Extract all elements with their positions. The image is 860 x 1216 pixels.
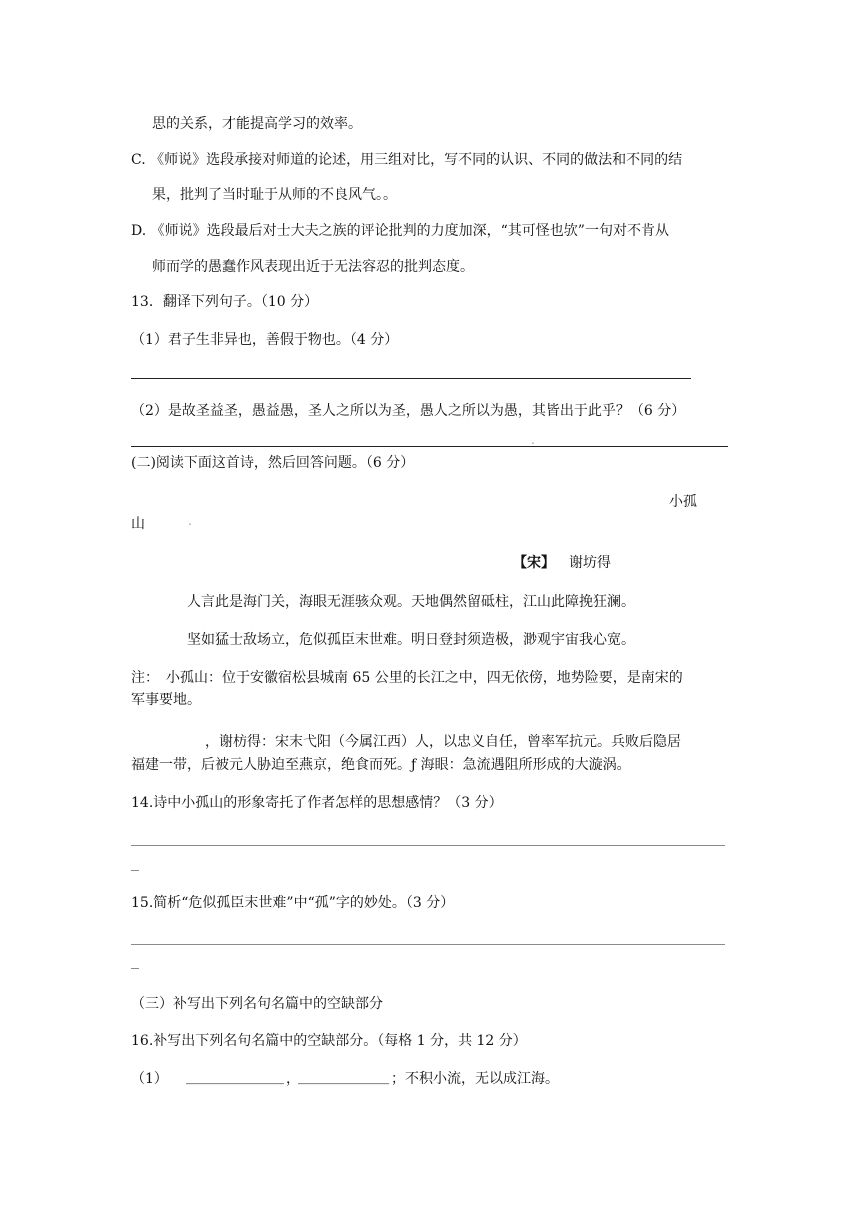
section-2-heading: (二)阅读下面这首诗，然后回答问题。（6 分） bbox=[131, 455, 415, 471]
blank-16-1-b[interactable]: _____________ bbox=[298, 1069, 389, 1085]
answer-line-15[interactable] bbox=[131, 944, 725, 945]
blank-16-1-a[interactable]: ______________ bbox=[186, 1069, 284, 1085]
comma-separator: ， bbox=[286, 1071, 300, 1087]
question-13-1: （1）君子生非异也，善假于物也。（4 分） bbox=[131, 332, 399, 348]
answer-line-14-tail bbox=[131, 870, 139, 871]
note-1-line2: 军事要地。 bbox=[131, 692, 201, 708]
question-13-heading: 13．翻译下列句子。（10 分） bbox=[131, 294, 319, 310]
poem-line-2: 坚如猛士敌场立，危似孤臣末世难。明日登封须造极，渺观宇宙我心宽。 bbox=[187, 632, 635, 648]
poem-title-part1: 小孤 bbox=[669, 494, 697, 510]
poem-dynasty: 【宋】 bbox=[513, 555, 555, 571]
question-13-2: （2）是故圣益圣，愚益愚，圣人之所以为圣，愚人之所以为愚，其皆出于此乎？（6 分） bbox=[131, 403, 686, 419]
section-3-heading: （三）补写出下列名句名篇中的空缺部分 bbox=[131, 996, 383, 1012]
option-d-line2: 师而学的愚蠢作风表现出近于无法容忍的批判态度。 bbox=[152, 259, 474, 275]
answer-line-13-2[interactable] bbox=[131, 446, 728, 447]
note-1-line1: 注： 小孤山：位于安徽宿松县城南 65 公里的长江之中，四无依傍，地势险要，是南宋的 bbox=[131, 670, 683, 686]
stray-dot: . bbox=[531, 433, 535, 447]
poem-line-1: 人言此是海门关，海眼无涯骇众观。天地偶然留砥柱，江山此障挽狂澜。 bbox=[187, 594, 635, 610]
note-2-line2: 福建一带，后被元人胁迫至燕京，绝食而死。ƒ 海眼：急流遇阻所形成的大漩涡。 bbox=[131, 757, 631, 773]
answer-line-15-tail bbox=[131, 968, 139, 969]
option-c-line2: 果，批判了当时耻于从师的不良风气。。 bbox=[152, 187, 397, 203]
note-2-line1: ，谢枋得：宋末弋阳（今属江西）人，以忠义自任，曾率军抗元。兵败后隐居 bbox=[205, 734, 681, 750]
question-15: 15.简析“危似孤臣末世难”中“孤”字的妙处。（3 分） bbox=[131, 895, 455, 911]
question-16-1-number: （1） bbox=[131, 1071, 168, 1087]
question-14: 14.诗中小孤山的形象寄托了作者怎样的思想感情？（3 分） bbox=[131, 795, 503, 811]
poem-title-part2: 山 bbox=[131, 516, 145, 532]
question-16-1-text: ；不积小流，无以成江海。 bbox=[391, 1071, 559, 1087]
answer-line-14[interactable] bbox=[131, 845, 725, 846]
line-continuation: 思的关系，才能提高学习的效率。 bbox=[152, 116, 362, 132]
stray-dot: . bbox=[188, 514, 192, 528]
question-16: 16.补写出下列名句名篇中的空缺部分。（每格 1 分，共 12 分） bbox=[131, 1033, 527, 1049]
answer-line-13-1[interactable] bbox=[131, 378, 691, 379]
option-d-line1: D. 《师说》选段最后对士大夫之族的评论批判的力度加深，“其可怪也欤”一句对不肯从 bbox=[131, 223, 669, 239]
poem-author: 谢坊得 bbox=[569, 555, 611, 571]
option-c-line1: C. 《师说》选段承接对师道的论述，用三组对比，写不同的认识、不同的做法和不同的结 bbox=[131, 152, 683, 168]
